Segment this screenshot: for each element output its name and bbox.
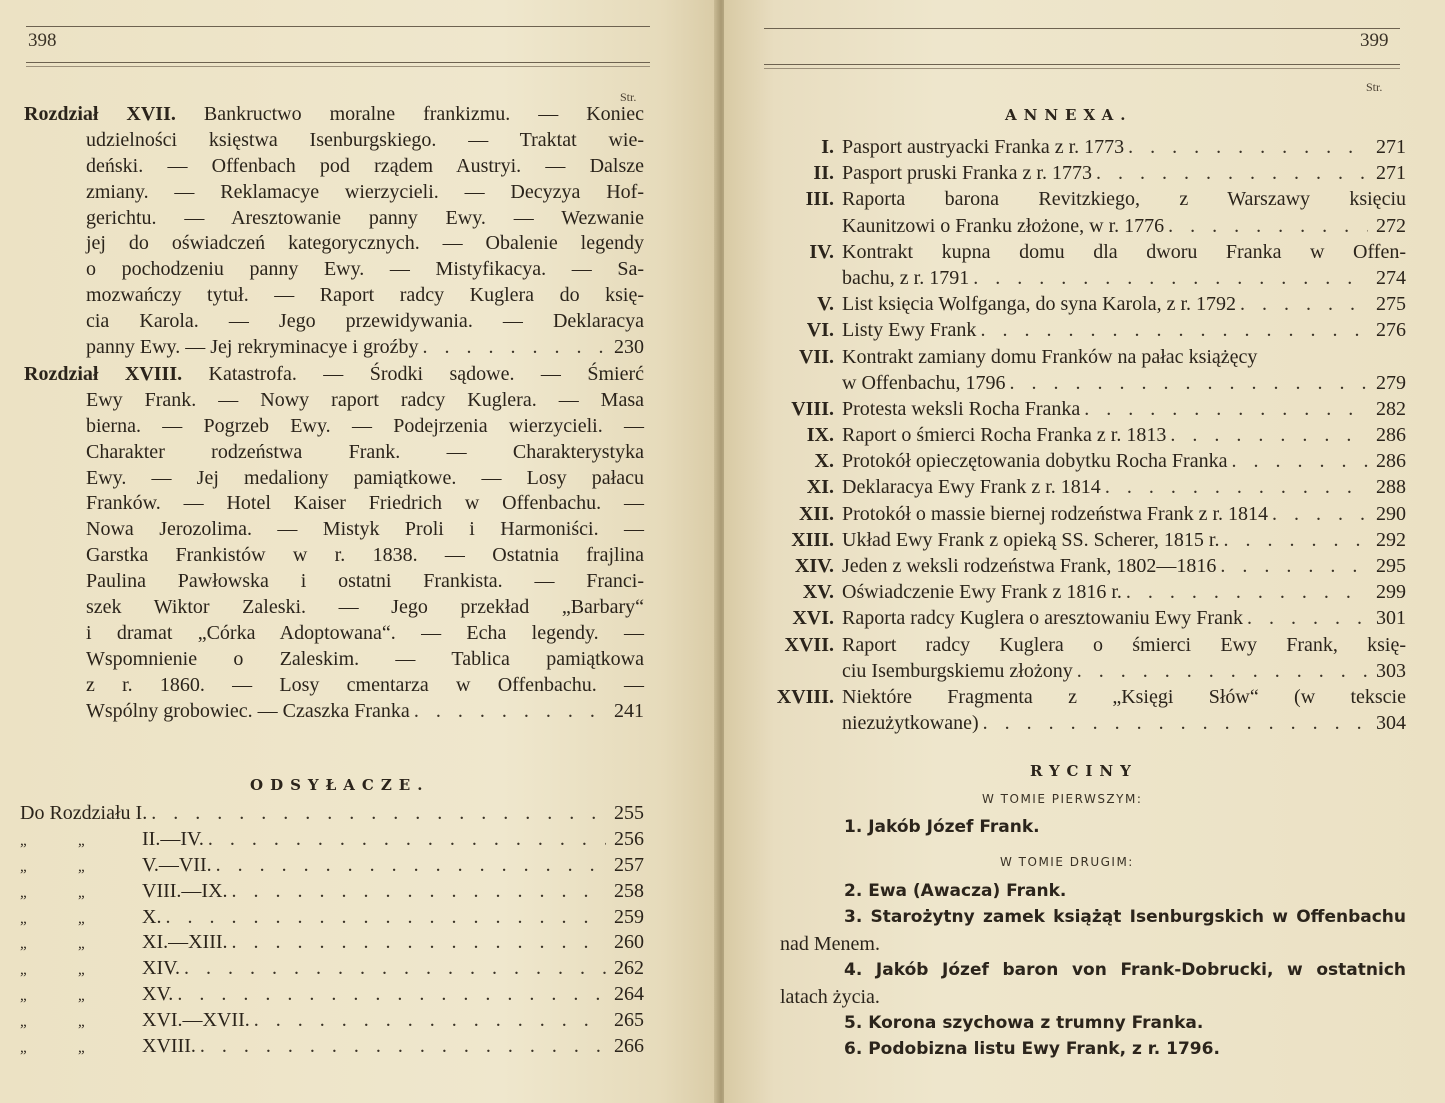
annexa-body — [842, 396, 1406, 422]
leader-dots — [1126, 579, 1368, 605]
page-number: 398 — [28, 30, 57, 51]
odsylacze-label: XIV. — [142, 957, 180, 980]
page-number: 399 — [1360, 30, 1389, 51]
odsylacze-list — [20, 802, 644, 1061]
leader-dots — [1272, 501, 1368, 527]
page-ref: 301 — [1376, 607, 1406, 630]
annexa-body — [842, 265, 1406, 291]
annexa-body — [842, 658, 1406, 684]
annexa-number: X. — [814, 450, 834, 473]
annexa-row — [772, 553, 1406, 579]
leader-dots — [1009, 370, 1368, 396]
leader-dots — [423, 335, 607, 361]
annexa-row — [772, 317, 1406, 343]
section-title-odsylacze: ODSYŁACZE. — [250, 776, 430, 794]
ryciny-item: 4. Jakób Józef baron von Frank-Dobrucki, w ostatnich — [844, 960, 1406, 981]
str-label: Str. — [620, 90, 637, 104]
annexa-row — [772, 448, 1406, 474]
ryciny-item: nad Menem. — [780, 932, 880, 955]
annexa-row — [772, 370, 1406, 396]
entry-line: mozwańczy tytuł. — Raport radcy Kuglera do księ- — [86, 284, 644, 307]
entry-line: deński. — Offenbach pod rządem Austryi. — Dalsze — [86, 154, 644, 177]
annexa-number: VII. — [798, 345, 834, 368]
page-ref: 290 — [1376, 502, 1406, 525]
annexa-number: XIII. — [791, 528, 834, 551]
odsylacze-row — [20, 957, 644, 983]
page-ref: 266 — [614, 1035, 644, 1058]
page-ref: 274 — [1376, 266, 1406, 289]
section-title-ryciny: RYCINY — [1030, 762, 1138, 780]
ryciny-item: latach życia. — [780, 985, 880, 1008]
page-ref: 259 — [614, 905, 644, 928]
annexa-body — [842, 553, 1406, 579]
annexa-number: XVII. — [784, 633, 834, 656]
entry-line: cia Karola. — Jego przewidywania. — Deklaracya — [86, 310, 644, 333]
ditto-mark: „ — [20, 832, 27, 849]
annexa-number: XVIII. — [776, 685, 834, 708]
leader-dots — [177, 983, 606, 1006]
ditto-mark: „ — [78, 884, 85, 901]
annexa-body — [842, 134, 1406, 160]
entry-line: Franków. — Hotel Kaiser Friedrich w Offenbachu. — — [86, 492, 644, 515]
annexa-row — [772, 186, 1406, 212]
annexa-body — [842, 605, 1406, 631]
annexa-text: Kontrakt kupna domu dla dworu Franka w Offen- — [842, 240, 1406, 263]
ditto-mark: „ — [20, 858, 27, 875]
odsylacze-row — [20, 931, 644, 957]
entry-line: bierna. — Pogrzeb Ewy. — Podejrzenia wierzycieli. — — [86, 414, 644, 437]
annexa-body — [842, 370, 1406, 396]
annexa-body — [842, 501, 1406, 527]
odsylacze-row — [20, 983, 644, 1009]
annexa-text: Oświadczenie Ewy Frank z 1816 r. — [842, 581, 1122, 604]
annexa-row — [772, 474, 1406, 500]
leader-dots — [232, 880, 606, 903]
annexa-row — [772, 265, 1406, 291]
annexa-row — [772, 632, 1406, 658]
odsylacze-row — [20, 1009, 644, 1035]
ditto-mark: „ — [20, 1040, 27, 1057]
odsylacze-label: XVI.—XVII. — [142, 1009, 250, 1032]
annexa-number: IX. — [806, 424, 834, 447]
entry-line: udzielności księstwa Isenburgskiego. — Traktat wie- — [86, 128, 644, 151]
page-ref: 303 — [1376, 659, 1406, 682]
odsylacze-row — [20, 854, 644, 880]
page-ref: 271 — [1376, 162, 1406, 185]
annexa-text: Kontrakt zamiany domu Franków na pałac książęcy — [842, 345, 1258, 368]
page-ref: 292 — [1376, 528, 1406, 551]
page-ref: 275 — [1376, 293, 1406, 316]
annexa-text: Protokół o massie biernej rodzeństwa Frank z r. 1814 — [842, 502, 1269, 525]
entry-line: z r. 1860. — Losy cmentarza w Offenbachu. — — [86, 673, 644, 696]
annexa-text: Deklaracya Ewy Frank z r. 1814 — [842, 476, 1101, 499]
annexa-text: List księcia Wolfganga, do syna Karola, z r. 1792 — [842, 293, 1237, 316]
page-ref: 262 — [614, 957, 644, 980]
ditto-mark: „ — [78, 962, 85, 979]
annexa-text: Pasport austryacki Franka z r. 1773 — [842, 136, 1125, 158]
page-ref: 304 — [1376, 712, 1406, 735]
ryciny-subtitle-volume-2: W TOMIE DRUGIM: — [1000, 855, 1134, 869]
odsylacze-label: VIII.—IX. — [142, 879, 228, 902]
annexa-row — [772, 239, 1406, 265]
annexa-row — [772, 344, 1406, 370]
left-page — [0, 0, 718, 1103]
annexa-row — [772, 501, 1406, 527]
leader-dots — [414, 699, 606, 725]
leader-dots — [200, 1035, 606, 1058]
page-ref: 282 — [1376, 397, 1406, 420]
annexa-number: VIII. — [791, 397, 834, 420]
annexa-number: XII. — [798, 502, 834, 525]
str-label: Str. — [1366, 80, 1383, 94]
ditto-mark: „ — [78, 1014, 85, 1031]
entry-line — [24, 699, 644, 725]
odsylacze-row — [20, 1035, 644, 1061]
page-ref: 230 — [614, 336, 644, 359]
ryciny-item: 5. Korona szychowa z trumny Franka. — [844, 1012, 1204, 1033]
ryciny-item: 1. Jakób Józef Frank. — [844, 817, 1040, 837]
annexa-number: XV. — [802, 581, 834, 604]
entry-line: jej do oświadczeń kategorycznych. — Obalenie legendy — [86, 232, 644, 255]
annexa-list — [772, 134, 1406, 736]
odsylacze-label: Do Rozdziału I. — [20, 802, 148, 824]
page-ref: 256 — [614, 827, 644, 850]
annexa-row — [772, 605, 1406, 631]
leader-dots — [1105, 474, 1368, 500]
leader-dots — [1168, 213, 1368, 239]
ryciny-list-2 — [780, 878, 1406, 1063]
annexa-number: I. — [821, 136, 834, 158]
page-ref: 271 — [1376, 136, 1406, 158]
header-rule — [764, 64, 1400, 65]
odsylacze-label: II.—IV. — [142, 827, 204, 850]
ditto-mark: „ — [78, 910, 85, 927]
annexa-text: w Offenbachu, 1796 — [842, 371, 1006, 394]
ryciny-subtitle-volume-1: W TOMIE PIERWSZYM: — [982, 792, 1143, 806]
entry-text: Bankructwo moralne frankizmu. — Koniec — [175, 103, 644, 125]
ditto-mark: „ — [20, 910, 27, 927]
page-ref: 276 — [1376, 319, 1406, 342]
odsylacze-row — [20, 802, 644, 828]
section-title-annexa: ANNEXA. — [1005, 106, 1133, 124]
leader-dots — [983, 710, 1368, 736]
leader-dots — [1084, 396, 1368, 422]
annexa-number: IV. — [809, 240, 834, 263]
ryciny-list-1 — [780, 814, 1406, 840]
entry-line — [24, 362, 644, 388]
annexa-text: Listy Ewy Frank — [842, 319, 977, 342]
annexa-text: Protesta weksli Rocha Franka — [842, 397, 1081, 420]
entry-line — [24, 335, 644, 361]
annexa-text: Protokół opieczętowania dobytku Rocha Franka — [842, 450, 1228, 473]
page-ref: 264 — [614, 983, 644, 1006]
chapter-heading: Rozdział XVIII. — [24, 363, 183, 385]
ditto-mark: „ — [78, 936, 85, 953]
page-ref: 299 — [1376, 581, 1406, 604]
ryciny-item: 2. Ewa (Awacza) Frank. — [844, 881, 1067, 901]
odsylacze-label: XI.—XIII. — [142, 931, 228, 954]
annexa-row — [772, 422, 1406, 448]
annexa-number: III. — [805, 188, 834, 211]
annexa-text: Raporta barona Revitzkiego, z Warszawy księciu — [842, 188, 1406, 211]
entry-line: Ewy. — Jej medaliony pamiątkowe. — Losy pałacu — [86, 466, 644, 489]
leader-dots — [165, 906, 606, 929]
page-ref: 288 — [1376, 476, 1406, 499]
annexa-body — [842, 317, 1406, 343]
odsylacze-row — [20, 906, 644, 932]
ditto-mark: „ — [78, 988, 85, 1005]
entry-line: Ewy Frank. — Nowy raport radcy Kuglera. — Masa — [86, 388, 644, 411]
entry-line: Wspomnienie o Zaleskim. — Tablica pamiątkowa — [86, 647, 644, 670]
entry-line: szek Wiktor Zaleski. — Jego przekład „Barbary“ — [86, 596, 644, 619]
entry-text: panny Ewy. — Jej rekryminacye i groźby — [86, 336, 419, 359]
leader-dots — [1128, 134, 1368, 160]
entry-line: gerichtu. — Aresztowanie panny Ewy. — Wezwanie — [86, 206, 644, 229]
header-rule — [764, 68, 1400, 69]
page-ref: 286 — [1376, 450, 1406, 473]
entry-line: Paulina Pawłowska i ostatni Frankista. — Franci- — [86, 570, 644, 593]
annexa-text: Raport radcy Kuglera o śmierci Ewy Frank, księ- — [842, 633, 1406, 656]
leader-dots — [216, 854, 606, 877]
page-ref: 257 — [614, 853, 644, 876]
entry-text: Wspólny grobowiec. — Czaszka Franka — [86, 699, 410, 722]
annexa-text: Raporta radcy Kuglera o aresztowaniu Ewy Frank — [842, 607, 1243, 630]
ditto-mark: „ — [20, 884, 27, 901]
entry-line: i dramat „Córka Adoptowana“. — Echa legendy. — — [86, 621, 644, 644]
leader-dots — [1220, 553, 1368, 579]
odsylacze-label: XV. — [142, 983, 174, 1006]
leader-dots — [254, 1009, 606, 1032]
annexa-number: XI. — [806, 476, 834, 499]
ditto-mark: „ — [20, 1014, 27, 1031]
header-rule — [26, 66, 650, 67]
leader-dots — [1240, 291, 1368, 317]
annexa-number: XVI. — [792, 607, 834, 630]
annexa-number: XIV. — [794, 555, 834, 577]
entry-line: Charakter rodzeństwa Frank. — Charakterystyka — [86, 440, 644, 463]
annexa-text: niezużytkowane) — [842, 712, 979, 735]
annexa-body — [842, 160, 1406, 186]
annexa-text: Jeden z weksli rodzeństwa Frank, 1802—1816 — [842, 555, 1217, 577]
annexa-row — [772, 160, 1406, 186]
leader-dots — [973, 265, 1368, 291]
ryciny-item: 6. Podobizna listu Ewy Frank, z r. 1796. — [844, 1039, 1220, 1060]
annexa-text: Raport o śmierci Rocha Franka z r. 1813 — [842, 424, 1167, 447]
leader-dots — [1231, 448, 1368, 474]
entry-line: Nowa Jerozolima. — Mistyk Proli i Harmoniści. — — [86, 518, 644, 541]
entry-line — [24, 102, 644, 128]
page-ref: 295 — [1376, 555, 1406, 577]
annexa-body — [842, 579, 1406, 605]
page-ref: 265 — [614, 1009, 644, 1032]
annexa-text: Pasport pruski Franka z r. 1773 — [842, 162, 1092, 185]
leader-dots — [208, 828, 606, 851]
header-rule — [26, 62, 650, 63]
annexa-body — [842, 448, 1406, 474]
annexa-row — [772, 291, 1406, 317]
entry-text: Katastrofa. — Środki sądowe. — Śmierć — [182, 363, 644, 385]
annexa-row — [772, 134, 1406, 160]
annexa-text: bachu, z r. 1791 — [842, 266, 970, 289]
odsylacze-label: V.—VII. — [142, 853, 212, 876]
annexa-body — [842, 291, 1406, 317]
annexa-row — [772, 658, 1406, 684]
annexa-body — [842, 422, 1406, 448]
chapter-heading: Rozdział XVII. — [24, 103, 176, 125]
annexa-text: ciu Isemburgskiemu złożony — [842, 659, 1073, 682]
chapter-entry-xviii — [24, 362, 644, 724]
annexa-row — [772, 396, 1406, 422]
leader-dots — [1077, 658, 1368, 684]
annexa-row — [772, 710, 1406, 736]
annexa-body — [842, 710, 1406, 736]
page-ref: 272 — [1376, 214, 1406, 237]
entry-line: o pochodzeniu panny Ewy. — Mistyfikacya. — Sa- — [86, 258, 644, 281]
leader-dots — [980, 317, 1368, 343]
chapter-entry-xvii — [24, 102, 644, 361]
ditto-mark: „ — [20, 936, 27, 953]
ditto-mark: „ — [78, 1040, 85, 1057]
leader-dots — [1223, 527, 1368, 553]
annexa-body — [842, 527, 1406, 553]
annexa-row — [772, 527, 1406, 553]
page-ref: 260 — [614, 931, 644, 954]
ryciny-item: 3. Starożytny zamek książąt Isenburgskich w Offenbachu — [844, 907, 1406, 928]
page-ref: 279 — [1376, 371, 1406, 394]
odsylacze-row — [20, 880, 644, 906]
leader-dots — [151, 802, 606, 825]
page-ref: 286 — [1376, 424, 1406, 447]
top-rule — [26, 26, 650, 27]
ditto-mark: „ — [20, 988, 27, 1005]
leader-dots — [184, 957, 606, 980]
page-ref: 258 — [614, 879, 644, 902]
annexa-text: Kaunitzowi o Franku złożone, w r. 1776 — [842, 214, 1165, 237]
odsylacze-label: XVIII. — [142, 1035, 196, 1058]
top-rule — [764, 28, 1400, 29]
annexa-number: VI. — [806, 319, 834, 342]
annexa-row — [772, 684, 1406, 710]
ditto-mark: „ — [20, 962, 27, 979]
leader-dots — [1170, 422, 1368, 448]
entry-line: zmiany. — Reklamacye wierzycieli. — Decyzya Hof- — [86, 180, 644, 203]
entry-line: Garstka Frankistów w r. 1838. — Ostatnia frajlina — [86, 544, 644, 567]
annexa-row — [772, 579, 1406, 605]
ditto-mark: „ — [78, 858, 85, 875]
odsylacze-label: X. — [142, 905, 162, 928]
ditto-mark: „ — [78, 832, 85, 849]
page-ref: 255 — [614, 802, 644, 824]
leader-dots — [1247, 605, 1368, 631]
annexa-text: Niektóre Fragmenta z „Księgi Słów“ (w tekscie — [842, 685, 1406, 708]
leader-dots — [1096, 160, 1368, 186]
annexa-body — [842, 213, 1406, 239]
annexa-body — [842, 474, 1406, 500]
annexa-text: Układ Ewy Frank z opieką SS. Scherer, 1815 r. — [842, 528, 1220, 551]
leader-dots — [232, 931, 606, 954]
page-ref: 241 — [614, 699, 644, 722]
annexa-number: V. — [817, 293, 834, 316]
annexa-number: II. — [813, 162, 834, 185]
odsylacze-row — [20, 828, 644, 854]
annexa-row — [772, 213, 1406, 239]
